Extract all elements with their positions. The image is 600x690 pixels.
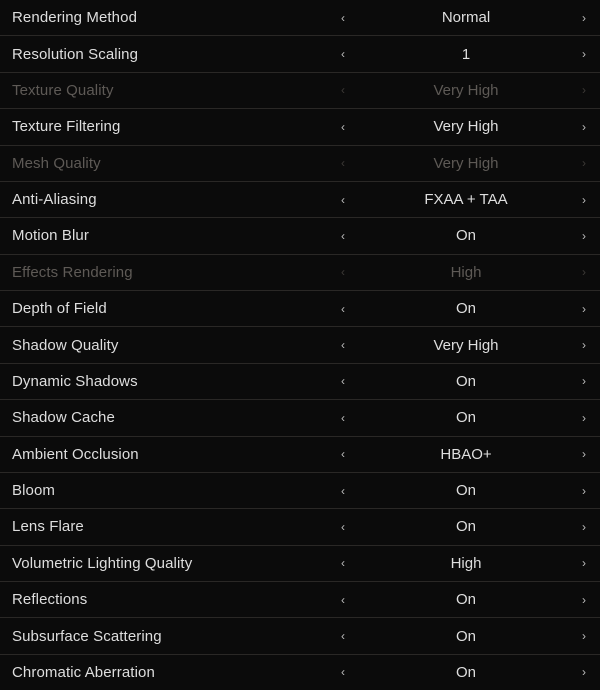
chevron-left-icon: ‹ — [341, 156, 345, 171]
setting-value: On — [455, 300, 476, 318]
setting-row-volumetric-lighting-quality[interactable] — [0, 546, 600, 582]
chevron-left-icon[interactable]: ‹ — [341, 483, 345, 498]
setting-row-reflections[interactable] — [0, 582, 600, 618]
setting-row-resolution-scaling[interactable] — [0, 36, 600, 72]
setting-value: Very High — [433, 154, 499, 172]
setting-row-anti-aliasing[interactable] — [0, 182, 600, 218]
setting-value: On — [455, 409, 476, 427]
chevron-right-icon[interactable]: › — [582, 665, 586, 680]
setting-label: Resolution Scaling — [12, 45, 139, 63]
chevron-left-icon[interactable]: ‹ — [341, 665, 345, 680]
chevron-left-icon[interactable]: ‹ — [341, 192, 345, 207]
setting-label: Shadow Cache — [12, 409, 115, 427]
chevron-right-icon[interactable]: › — [582, 119, 586, 134]
setting-value: High — [450, 263, 482, 281]
setting-label: Subsurface Scattering — [12, 627, 162, 645]
chevron-right-icon[interactable]: › — [582, 374, 586, 389]
chevron-right-icon[interactable]: › — [582, 338, 586, 353]
chevron-left-icon[interactable]: ‹ — [341, 556, 345, 571]
chevron-right-icon[interactable]: › — [582, 629, 586, 644]
setting-value: On — [455, 663, 476, 681]
chevron-left-icon[interactable]: ‹ — [341, 447, 345, 462]
chevron-left-icon[interactable]: ‹ — [341, 338, 345, 353]
setting-value: On — [455, 227, 476, 245]
setting-value: Normal — [441, 9, 491, 27]
chevron-left-icon[interactable]: ‹ — [341, 301, 345, 316]
chevron-right-icon[interactable]: › — [582, 301, 586, 316]
setting-label: Effects Rendering — [12, 263, 133, 281]
setting-label: Dynamic Shadows — [12, 372, 138, 390]
setting-value: On — [455, 591, 476, 609]
chevron-right-icon: › — [582, 156, 586, 171]
setting-label: Chromatic Aberration — [12, 663, 155, 681]
chevron-left-icon: ‹ — [341, 83, 345, 98]
setting-label: Mesh Quality — [12, 154, 101, 172]
setting-label: Rendering Method — [12, 9, 138, 27]
setting-label: Shadow Quality — [12, 336, 119, 354]
setting-row-motion-blur[interactable] — [0, 218, 600, 254]
setting-row-subsurface-scattering[interactable] — [0, 618, 600, 654]
setting-label: Motion Blur — [12, 227, 89, 245]
chevron-left-icon[interactable]: ‹ — [341, 119, 345, 134]
setting-row-bloom[interactable] — [0, 473, 600, 509]
chevron-left-icon[interactable]: ‹ — [341, 47, 345, 62]
setting-value: HBAO+ — [440, 445, 492, 463]
setting-row-chromatic-aberration[interactable] — [0, 655, 600, 690]
chevron-right-icon: › — [582, 83, 586, 98]
chevron-right-icon: › — [582, 265, 586, 280]
setting-value: Very High — [433, 81, 499, 99]
setting-label: Volumetric Lighting Quality — [12, 554, 193, 572]
chevron-left-icon: ‹ — [341, 265, 345, 280]
setting-value: Very High — [433, 336, 499, 354]
setting-row-effects-rendering — [0, 255, 600, 291]
chevron-left-icon[interactable]: ‹ — [341, 629, 345, 644]
setting-label: Ambient Occlusion — [12, 445, 139, 463]
chevron-left-icon[interactable]: ‹ — [341, 10, 345, 25]
setting-row-rendering-method[interactable] — [0, 0, 600, 36]
setting-value: 1 — [461, 45, 471, 63]
chevron-right-icon[interactable]: › — [582, 192, 586, 207]
setting-label: Depth of Field — [12, 300, 107, 318]
setting-row-texture-quality — [0, 73, 600, 109]
chevron-left-icon[interactable]: ‹ — [341, 592, 345, 607]
setting-label: Reflections — [12, 591, 88, 609]
setting-value: FXAA + TAA — [424, 191, 508, 209]
setting-row-depth-of-field[interactable] — [0, 291, 600, 327]
setting-row-dynamic-shadows[interactable] — [0, 364, 600, 400]
setting-label: Texture Quality — [12, 81, 114, 99]
setting-value: Very High — [433, 118, 499, 136]
setting-label: Texture Filtering — [12, 118, 121, 136]
setting-row-shadow-cache[interactable] — [0, 400, 600, 436]
chevron-left-icon[interactable]: ‹ — [341, 519, 345, 534]
setting-label: Lens Flare — [12, 518, 84, 536]
setting-value: On — [455, 518, 476, 536]
setting-row-ambient-occlusion[interactable] — [0, 437, 600, 473]
setting-row-texture-filtering[interactable] — [0, 109, 600, 145]
setting-label: Bloom — [12, 482, 56, 500]
chevron-left-icon[interactable]: ‹ — [341, 228, 345, 243]
chevron-right-icon[interactable]: › — [582, 10, 586, 25]
setting-value: High — [450, 554, 482, 572]
chevron-right-icon[interactable]: › — [582, 447, 586, 462]
setting-label: Anti-Aliasing — [12, 191, 97, 209]
setting-value: On — [455, 627, 476, 645]
chevron-right-icon[interactable]: › — [582, 410, 586, 425]
chevron-right-icon[interactable]: › — [582, 592, 586, 607]
chevron-right-icon[interactable]: › — [582, 519, 586, 534]
setting-row-lens-flare[interactable] — [0, 509, 600, 545]
setting-value: On — [455, 372, 476, 390]
setting-value: On — [455, 482, 476, 500]
chevron-left-icon[interactable]: ‹ — [341, 410, 345, 425]
chevron-left-icon[interactable]: ‹ — [341, 374, 345, 389]
setting-row-mesh-quality — [0, 146, 600, 182]
chevron-right-icon[interactable]: › — [582, 556, 586, 571]
chevron-right-icon[interactable]: › — [582, 483, 586, 498]
setting-row-shadow-quality[interactable] — [0, 327, 600, 363]
chevron-right-icon[interactable]: › — [582, 47, 586, 62]
chevron-right-icon[interactable]: › — [582, 228, 586, 243]
